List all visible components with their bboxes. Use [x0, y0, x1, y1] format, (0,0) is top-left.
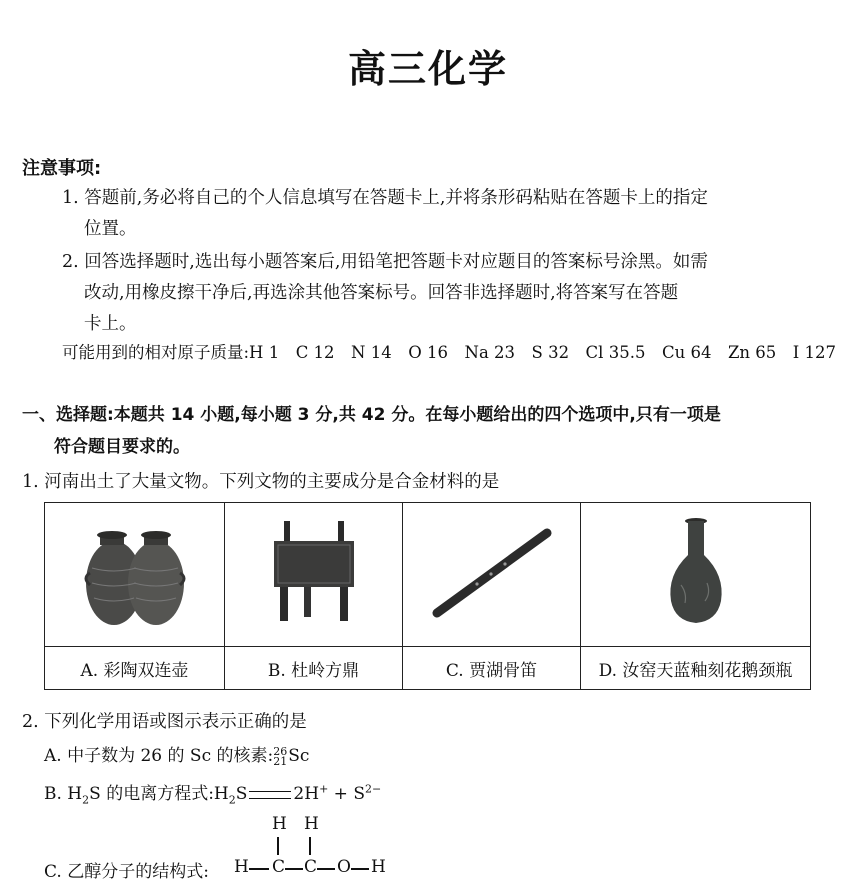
q2-option-b-sub2: 2	[228, 793, 236, 807]
equation-plus: + S	[328, 784, 365, 804]
struct-h-top-2: H	[304, 814, 319, 834]
nuclide-symbol: Sc	[288, 746, 310, 766]
option-d: D. 汝窑天蓝釉刻花鹅颈瓶	[581, 647, 811, 690]
bond-v1	[277, 837, 279, 855]
struct-h-left: H	[234, 857, 249, 877]
q2-option-b	[44, 779, 381, 806]
struct-h-right: H	[371, 857, 386, 877]
struct-o: O	[337, 857, 351, 877]
notice-item-2-end: 卡上。	[84, 314, 137, 334]
question-1-stem: 1. 河南出土了大量文物。下列文物的主要成分是合金材料的是	[22, 472, 500, 492]
notice-item-2: 2. 回答选择题时,选出每小题答案后,用铅笔把答题卡对应题目的答案标号涂黑。如需	[62, 252, 708, 272]
equation-right: 2H	[293, 784, 320, 804]
option-c: C. 贾湖骨笛	[403, 647, 581, 690]
bond-h4	[351, 868, 369, 870]
bone-flute-icon	[427, 518, 557, 628]
atomic-masses: 可能用到的相对原子质量:H 1 C 12 N 14 O 16 Na 23 S 32 Cl 35.5 Cu 64 Zn 65 I 127	[62, 343, 837, 362]
notice-heading: 注意事项:	[22, 158, 102, 179]
bronze-ding-icon	[264, 513, 364, 633]
nuclide-mass-number: 26	[273, 744, 288, 758]
struct-c2: C	[304, 857, 318, 877]
bond-h3	[317, 868, 335, 870]
h-plus-charge: +	[319, 782, 329, 796]
q2-option-b-sub: 2	[82, 793, 90, 807]
nuclide-atomic-number: 21	[273, 754, 288, 768]
bond-h2	[285, 868, 303, 870]
notice-item-1: 1. 答题前,务必将自己的个人信息填写在答题卡上,并将条形码粘贴在答题卡上的指定	[62, 188, 708, 208]
question-2-stem: 2. 下列化学用语或图示表示正确的是	[22, 712, 307, 732]
double-jar-icon	[70, 513, 200, 633]
struct-h-top-1: H	[272, 814, 287, 834]
double-line-arrow-icon	[249, 791, 291, 799]
q2-option-b-text2: S 的电离方程式:H	[89, 784, 229, 804]
relic-image-a	[45, 503, 225, 647]
page-title: 高三化学	[347, 47, 508, 91]
equation-left: S	[235, 784, 248, 804]
section-heading: 一、选择题:本题共 14 小题,每小题 3 分,共 42 分。在每小题给出的四个选项中,只有一项是	[22, 405, 721, 425]
relic-image-b	[225, 503, 403, 647]
q2-option-a	[44, 741, 309, 767]
q2-option-b-text: B. H	[44, 784, 83, 804]
relics-table	[44, 502, 811, 690]
vase-icon	[651, 513, 741, 633]
option-b: B. 杜岭方鼎	[225, 647, 403, 690]
q2-option-c-text: C. 乙醇分子的结构式:	[44, 862, 209, 882]
notice-item-2-cont: 改动,用橡皮擦干净后,再选涂其他答案标号。回答非选择题时,将答案写在答题	[84, 283, 679, 303]
s-charge: 2−	[364, 782, 382, 796]
bond-h1	[249, 868, 269, 870]
section-heading-cont: 符合题目要求的。	[54, 437, 190, 457]
bond-v2	[309, 837, 311, 855]
relic-image-c	[403, 503, 581, 647]
struct-c1: C	[272, 857, 286, 877]
option-a: A. 彩陶双连壶	[45, 647, 225, 690]
q2-option-a-text: A. 中子数为 26 的 Sc 的核素:	[44, 746, 274, 766]
notice-item-1-cont: 位置。	[84, 219, 137, 239]
relic-image-d	[581, 503, 811, 647]
ethanol-structure	[232, 810, 402, 878]
